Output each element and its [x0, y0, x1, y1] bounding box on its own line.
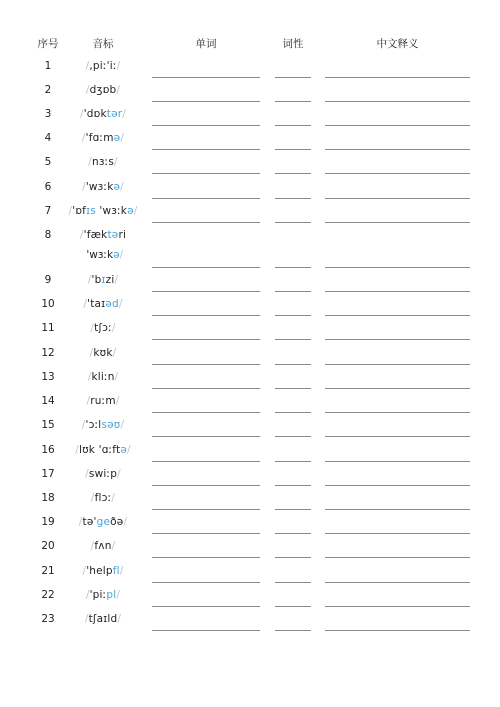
- answer-line-part-of-speech[interactable]: [275, 173, 311, 174]
- phonetic-segment: zi: [105, 274, 115, 286]
- phonetic-segment: tʃɔː: [94, 322, 112, 334]
- answer-line-part-of-speech[interactable]: [275, 77, 311, 78]
- phonetic-transcription: [62, 540, 144, 552]
- answer-line-part-of-speech[interactable]: [275, 364, 311, 365]
- answer-line-word[interactable]: [152, 125, 260, 126]
- slash-mark: /: [127, 444, 131, 456]
- answer-line-meaning[interactable]: [325, 533, 470, 534]
- phonetic-segment: ðə: [110, 516, 124, 528]
- slash-mark: /: [114, 156, 118, 168]
- slash-mark: /: [120, 181, 124, 193]
- slash-mark: /: [90, 322, 95, 334]
- phonetic-segment: 'b: [91, 274, 102, 286]
- phonetic-highlight: ɪs: [86, 205, 96, 217]
- header-phonetic: 音标: [92, 38, 114, 50]
- row-number: 19: [41, 516, 55, 528]
- answer-line-meaning[interactable]: [325, 291, 470, 292]
- answer-line-meaning[interactable]: [325, 606, 470, 607]
- header-chinese-meaning: 中文释义: [376, 38, 419, 50]
- slash-mark: /: [117, 613, 122, 625]
- phonetic-segment: dʒɒb: [89, 84, 117, 96]
- phonetic-transcription: [62, 492, 144, 504]
- slash-mark: /: [89, 347, 94, 359]
- answer-line-word[interactable]: [152, 222, 260, 223]
- row-number: 20: [41, 540, 55, 552]
- answer-line-meaning[interactable]: [325, 222, 470, 223]
- slash-mark: /: [87, 371, 92, 383]
- answer-line-meaning[interactable]: [325, 461, 470, 462]
- slash-mark: /: [86, 395, 91, 407]
- phonetic-transcription: [62, 613, 144, 625]
- phonetic-transcription: [62, 322, 144, 334]
- slash-mark: /: [78, 516, 83, 528]
- slash-mark: /: [122, 108, 127, 120]
- slash-mark: /: [116, 589, 121, 601]
- slash-mark: /: [119, 249, 124, 261]
- phonetic-segment: 'piː: [89, 589, 107, 601]
- phonetic-highlight: səʊ: [101, 419, 121, 431]
- answer-line-word[interactable]: [152, 630, 260, 631]
- phonetic-segment: 'ɔːl: [85, 419, 102, 431]
- row-number: 11: [41, 322, 55, 334]
- answer-line-meaning[interactable]: [325, 149, 470, 150]
- slash-mark: /: [85, 468, 89, 480]
- answer-line-part-of-speech[interactable]: [275, 267, 311, 268]
- phonetic-transcription: [62, 274, 144, 286]
- phonetic-transcription: [62, 419, 144, 431]
- row-number: 18: [41, 492, 55, 504]
- slash-mark: /: [83, 298, 88, 310]
- phonetic-segment: lʊk 'ɑːft: [78, 444, 121, 456]
- row-number: 8: [44, 229, 52, 241]
- answer-line-meaning[interactable]: [325, 198, 470, 199]
- answer-line-part-of-speech[interactable]: [275, 125, 311, 126]
- answer-line-word[interactable]: [152, 315, 260, 316]
- answer-line-word[interactable]: [152, 461, 260, 462]
- answer-line-meaning[interactable]: [325, 388, 470, 389]
- phonetic-transcription: [62, 371, 144, 383]
- phonetic-transcription: [62, 395, 144, 407]
- answer-line-meaning[interactable]: [325, 173, 470, 174]
- slash-mark: /: [85, 60, 90, 72]
- row-number: 4: [44, 132, 52, 144]
- row-number: 10: [41, 298, 55, 310]
- phonetic-transcription: [62, 565, 144, 577]
- row-number: 3: [44, 108, 52, 120]
- phonetic-highlight: ə: [113, 132, 121, 144]
- answer-line-part-of-speech[interactable]: [275, 533, 311, 534]
- phonetic-highlight: ə: [113, 181, 121, 193]
- phonetic-highlight: ə: [113, 249, 120, 261]
- slash-mark: /: [120, 419, 125, 431]
- phonetic-transcription: [62, 181, 144, 193]
- answer-line-word[interactable]: [152, 388, 260, 389]
- answer-line-part-of-speech[interactable]: [275, 436, 311, 437]
- answer-line-meaning[interactable]: [325, 315, 470, 316]
- answer-line-word[interactable]: [152, 198, 260, 199]
- phonetic-segment: ri: [118, 229, 127, 241]
- answer-line-part-of-speech[interactable]: [275, 291, 311, 292]
- row-number: 13: [41, 371, 55, 383]
- slash-mark: /: [81, 419, 86, 431]
- answer-line-part-of-speech[interactable]: [275, 198, 311, 199]
- slash-mark: /: [114, 371, 119, 383]
- phonetic-transcription: [62, 108, 144, 120]
- phonetic-segment: 'ɒf: [72, 205, 87, 217]
- slash-mark: /: [120, 132, 125, 144]
- phonetic-highlight: əd: [105, 298, 119, 310]
- answer-line-part-of-speech[interactable]: [275, 101, 311, 102]
- answer-line-word[interactable]: [152, 509, 260, 510]
- row-number: 7: [44, 205, 52, 217]
- phonetic-segment: tʃaɪld: [88, 613, 118, 625]
- phonetic-transcription: [62, 468, 144, 480]
- slash-mark: /: [111, 540, 116, 552]
- answer-line-meaning[interactable]: [325, 436, 470, 437]
- phonetic-highlight: ə: [120, 444, 127, 456]
- row-number: 21: [41, 565, 55, 577]
- answer-line-word[interactable]: [152, 267, 260, 268]
- row-number: 16: [41, 444, 55, 456]
- slash-mark: /: [111, 492, 116, 504]
- phonetic-segment: 'taɪ: [87, 298, 106, 310]
- phonetic-transcription: [62, 84, 144, 96]
- header-word: 单词: [195, 38, 217, 50]
- phonetic-highlight: ge: [96, 516, 111, 528]
- slash-mark: /: [81, 132, 86, 144]
- answer-line-part-of-speech[interactable]: [275, 339, 311, 340]
- answer-line-word[interactable]: [152, 364, 260, 365]
- answer-line-word[interactable]: [152, 533, 260, 534]
- header-number: 序号: [37, 38, 59, 50]
- phonetic-segment: kliːn: [91, 371, 115, 383]
- phonetic-segment: 'wɜːk: [86, 249, 114, 261]
- answer-line-meaning[interactable]: [325, 630, 470, 631]
- answer-line-part-of-speech[interactable]: [275, 582, 311, 583]
- row-number: 17: [41, 468, 55, 480]
- slash-mark: /: [84, 613, 89, 625]
- phonetic-highlight: fl: [112, 565, 120, 577]
- answer-line-part-of-speech[interactable]: [275, 315, 311, 316]
- slash-mark: /: [75, 444, 79, 456]
- row-number: 5: [44, 156, 52, 168]
- answer-line-word[interactable]: [152, 557, 260, 558]
- slash-mark: /: [87, 274, 92, 286]
- answer-line-part-of-speech[interactable]: [275, 149, 311, 150]
- answer-line-word[interactable]: [152, 485, 260, 486]
- answer-line-part-of-speech[interactable]: [275, 509, 311, 510]
- phonetic-segment: swiːp: [88, 468, 118, 480]
- slash-mark: /: [79, 229, 84, 241]
- slash-mark: /: [115, 395, 120, 407]
- slash-mark: /: [79, 108, 84, 120]
- answer-line-word[interactable]: [152, 101, 260, 102]
- header-part-of-speech: 词性: [282, 38, 304, 50]
- phonetic-highlight: tər: [106, 108, 123, 120]
- answer-line-word[interactable]: [152, 412, 260, 413]
- slash-mark: /: [90, 492, 95, 504]
- phonetic-segment: 'help: [86, 565, 113, 577]
- phonetic-transcription: [62, 229, 144, 241]
- slash-mark: /: [88, 156, 92, 168]
- phonetic-transcription: [62, 132, 144, 144]
- slash-mark: /: [119, 565, 124, 577]
- answer-line-word[interactable]: [152, 582, 260, 583]
- phonetic-highlight: ə: [127, 205, 134, 217]
- slash-mark: /: [112, 347, 117, 359]
- phonetic-highlight: pl: [106, 589, 117, 601]
- phonetic-transcription: [62, 516, 144, 528]
- slash-mark: /: [82, 181, 86, 193]
- row-number: 15: [41, 419, 55, 431]
- phonetic-transcription: [62, 444, 144, 456]
- slash-mark: /: [111, 322, 116, 334]
- answer-line-meaning[interactable]: [325, 582, 470, 583]
- answer-line-part-of-speech[interactable]: [275, 630, 311, 631]
- row-number: 6: [44, 181, 52, 193]
- phonetic-transcription: [62, 298, 144, 310]
- slash-mark: /: [116, 60, 121, 72]
- phonetic-segment: 'dɒk: [83, 108, 107, 120]
- row-number: 23: [41, 613, 55, 625]
- slash-mark: /: [90, 540, 95, 552]
- phonetic-segment: nɜːs: [91, 156, 115, 168]
- phonetic-segment: tə': [82, 516, 97, 528]
- row-number: 2: [44, 84, 52, 96]
- answer-line-meaning[interactable]: [325, 557, 470, 558]
- answer-line-part-of-speech[interactable]: [275, 557, 311, 558]
- slash-mark: /: [114, 274, 119, 286]
- answer-line-part-of-speech[interactable]: [275, 606, 311, 607]
- phonetic-segment: ,piː'iː: [89, 60, 117, 72]
- slash-mark: /: [118, 298, 123, 310]
- row-number: 12: [41, 347, 55, 359]
- answer-line-part-of-speech[interactable]: [275, 461, 311, 462]
- answer-line-meaning[interactable]: [325, 364, 470, 365]
- phonetic-segment: 'wɜːk: [95, 205, 128, 217]
- phonetic-segment: ruːm: [90, 395, 116, 407]
- phonetic-segment: kʊk: [93, 347, 113, 359]
- answer-line-part-of-speech[interactable]: [275, 222, 311, 223]
- answer-line-word[interactable]: [152, 339, 260, 340]
- phonetic-transcription: [62, 589, 144, 601]
- slash-mark: /: [123, 516, 128, 528]
- answer-line-word[interactable]: [152, 606, 260, 607]
- answer-line-meaning[interactable]: [325, 125, 470, 126]
- row-number: 1: [44, 60, 52, 72]
- answer-line-meaning[interactable]: [325, 101, 470, 102]
- phonetic-transcription: [62, 205, 144, 217]
- slash-mark: /: [85, 84, 90, 96]
- answer-line-word[interactable]: [152, 173, 260, 174]
- answer-line-word[interactable]: [152, 436, 260, 437]
- answer-line-word[interactable]: [152, 77, 260, 78]
- phonetic-segment: 'fæk: [83, 229, 108, 241]
- row-number: 22: [41, 589, 55, 601]
- phonetic-transcription: [62, 249, 144, 261]
- answer-line-word[interactable]: [152, 149, 260, 150]
- phonetic-transcription: [62, 347, 144, 359]
- phonetic-highlight: ɪ: [101, 274, 106, 286]
- slash-mark: /: [85, 589, 90, 601]
- slash-mark: /: [133, 205, 138, 217]
- answer-line-part-of-speech[interactable]: [275, 412, 311, 413]
- answer-line-meaning[interactable]: [325, 485, 470, 486]
- phonetic-segment: fʌn: [94, 540, 112, 552]
- slash-mark: /: [117, 468, 121, 480]
- answer-line-meaning[interactable]: [325, 77, 470, 78]
- row-number: 14: [41, 395, 55, 407]
- slash-mark: /: [82, 565, 87, 577]
- slash-mark: /: [116, 84, 121, 96]
- answer-line-part-of-speech[interactable]: [275, 485, 311, 486]
- answer-line-meaning[interactable]: [325, 412, 470, 413]
- phonetic-segment: 'fɑːm: [85, 132, 114, 144]
- slash-mark: /: [68, 205, 73, 217]
- answer-line-word[interactable]: [152, 291, 260, 292]
- answer-line-part-of-speech[interactable]: [275, 388, 311, 389]
- phonetic-transcription: [62, 156, 144, 168]
- row-number: 9: [44, 274, 52, 286]
- phonetic-segment: flɔː: [94, 492, 112, 504]
- answer-line-meaning[interactable]: [325, 267, 470, 268]
- phonetic-transcription: [62, 60, 144, 72]
- answer-line-meaning[interactable]: [325, 509, 470, 510]
- phonetic-highlight: tə: [107, 229, 119, 241]
- phonetic-segment: 'wɜːk: [85, 181, 114, 193]
- answer-line-meaning[interactable]: [325, 339, 470, 340]
